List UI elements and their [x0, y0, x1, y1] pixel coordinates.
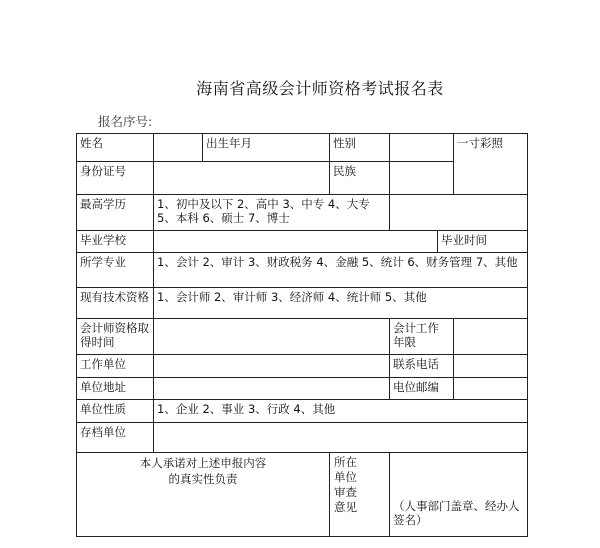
stamp-text: （人事部门盖章、经办人签名）	[393, 499, 520, 527]
pledge-cell	[77, 453, 330, 537]
pledge-text: 本人承诺对上述申报内容的真实性负责	[139, 456, 267, 486]
major-label: 所学专业	[77, 253, 154, 288]
education-label: 最高学历	[77, 195, 154, 231]
education-options: 1、初中及以下 2、高中 3、中专 4、大专 5、本科 6、硕士 7、博士	[154, 195, 390, 231]
id-number-label: 身份证号	[77, 162, 154, 195]
serial-number-label	[98, 112, 152, 130]
id-number-field[interactable]	[154, 162, 330, 195]
archive-label: 存档单位	[77, 423, 154, 453]
serial-label-text: 报名序号:	[98, 114, 153, 129]
school-label: 毕业学校	[77, 231, 154, 253]
address-field[interactable]	[154, 378, 390, 400]
unit-type-options: 1、企业 2、事业 3、行政 4、其他	[154, 400, 528, 423]
qualification-label: 现有技术资格	[77, 288, 154, 319]
archive-field[interactable]	[154, 423, 528, 453]
qualification-options: 1、会计师 2、审计师 3、经济师 4、统计师 5、其他	[154, 288, 528, 319]
photo-box: 一寸彩照	[454, 134, 528, 195]
phone-label: 联系电话	[390, 355, 454, 378]
school-field[interactable]	[154, 231, 438, 253]
review-label: 所在单位审查意见	[330, 453, 390, 537]
work-years-label: 会计工作年限	[390, 319, 454, 355]
cert-time-label: 会计师资格取得时间	[77, 319, 154, 355]
cert-time-field[interactable]	[154, 319, 390, 355]
gender-label: 性别	[330, 134, 390, 162]
name-field[interactable]	[154, 134, 203, 162]
work-years-field[interactable]	[454, 319, 528, 355]
ethnicity-field[interactable]	[390, 162, 454, 195]
page-title: 海南省高级会计师资格考试报名表	[196, 79, 444, 98]
name-label: 姓名	[77, 134, 154, 162]
ethnicity-label: 民族	[330, 162, 390, 195]
gender-field[interactable]	[390, 134, 454, 162]
registration-form-table	[76, 133, 528, 537]
birth-label: 出生年月	[203, 134, 330, 162]
employer-label: 工作单位	[77, 355, 154, 378]
employer-field[interactable]	[154, 355, 390, 378]
grad-time-label: 毕业时间	[438, 231, 528, 253]
unit-type-label: 单位性质	[77, 400, 154, 423]
address-label: 单位地址	[77, 378, 154, 400]
stamp-note	[390, 453, 528, 537]
major-options: 1、会计 2、审计 3、财政税务 4、金融 5、统计 6、财务管理 7、其他	[154, 253, 528, 288]
postcode-field[interactable]	[454, 378, 528, 400]
education-blank	[390, 195, 528, 231]
phone-field[interactable]	[454, 355, 528, 378]
postcode-label: 电位邮编	[390, 378, 454, 400]
